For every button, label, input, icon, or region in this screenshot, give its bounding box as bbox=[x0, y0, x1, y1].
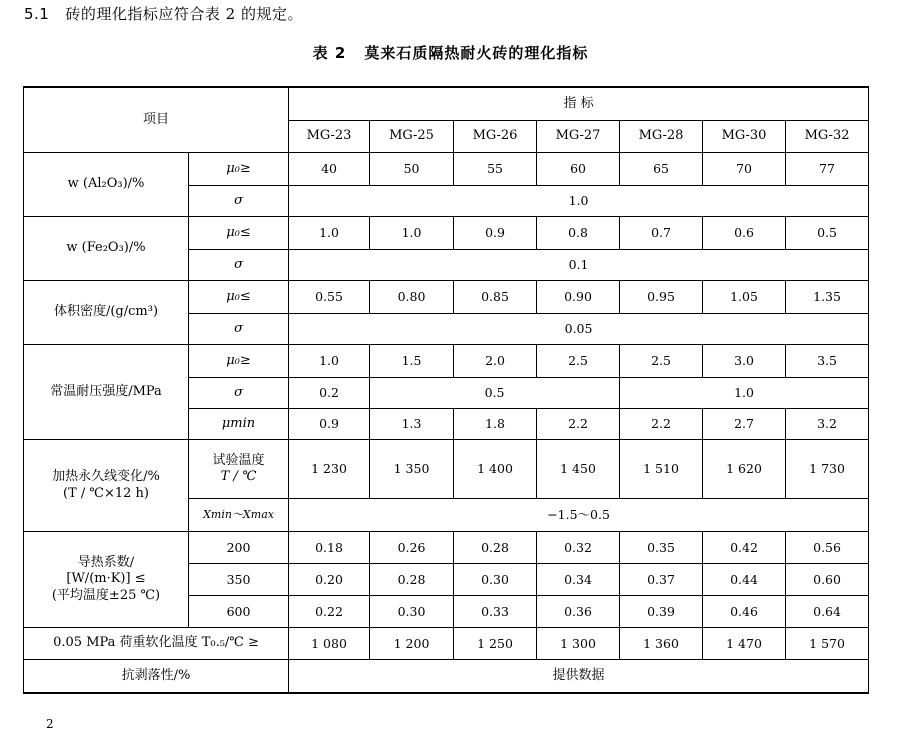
fe2o3-mu-value: 0.5 bbox=[786, 217, 869, 250]
plc-temp-value: 1 400 bbox=[454, 440, 537, 499]
rul-value: 1 200 bbox=[370, 628, 454, 660]
plc-label-line1: 加热永久线变化/% bbox=[52, 469, 160, 485]
density-sigma-value: 0.05 bbox=[289, 314, 869, 345]
rul-value: 1 360 bbox=[620, 628, 703, 660]
thermal-value: 0.56 bbox=[786, 532, 869, 564]
plc-label-line2: (T / ℃×12 h) bbox=[63, 485, 149, 501]
ccs-sigma-value: 1.0 bbox=[620, 378, 869, 409]
fe2o3-sigma-label: σ bbox=[189, 250, 289, 281]
spalling-value: 提供数据 bbox=[289, 660, 869, 694]
density-mu-value: 0.80 bbox=[370, 281, 454, 314]
al2o3-sigma-label: σ bbox=[189, 186, 289, 217]
ccs-mu-value: 2.0 bbox=[454, 345, 537, 378]
thermal-temp: 350 bbox=[189, 564, 289, 596]
ccs-mu-label: μ₀≥ bbox=[189, 345, 289, 378]
fe2o3-mu-value: 1.0 bbox=[289, 217, 370, 250]
table-title-text: 莫来石质隔热耐火砖的理化指标 bbox=[364, 44, 589, 62]
spalling-label: 抗剥落性/% bbox=[24, 660, 289, 694]
thermal-value: 0.20 bbox=[289, 564, 370, 596]
ccs-label: 常温耐压强度/MPa bbox=[24, 345, 189, 440]
ccs-mu-value: 2.5 bbox=[537, 345, 620, 378]
thermal-value: 0.32 bbox=[537, 532, 620, 564]
rul-label: 0.05 MPa 荷重软化温度 T₀.₅/℃ ≥ bbox=[24, 628, 289, 660]
thermal-label-line1: 导热系数/ bbox=[77, 555, 135, 571]
plc-temp-value: 1 620 bbox=[703, 440, 786, 499]
al2o3-label: w (Al₂O₃)/% bbox=[24, 153, 189, 217]
al2o3-mu-value: 65 bbox=[620, 153, 703, 186]
density-mu-label: μ₀≤ bbox=[189, 281, 289, 314]
plc-temp-value: 1 350 bbox=[370, 440, 454, 499]
density-mu-value: 0.90 bbox=[537, 281, 620, 314]
al2o3-sigma-value: 1.0 bbox=[289, 186, 869, 217]
grade-header: MG-28 bbox=[620, 121, 703, 153]
thermal-value: 0.22 bbox=[289, 596, 370, 628]
thermal-value: 0.39 bbox=[620, 596, 703, 628]
ccs-min-value: 2.7 bbox=[703, 409, 786, 440]
grade-header: MG-25 bbox=[370, 121, 454, 153]
plc-temp-label-line1: 试验温度 bbox=[212, 452, 265, 468]
plc-range-label: Xmin～Xmax bbox=[189, 499, 289, 532]
table-number: 表 2 bbox=[312, 44, 347, 62]
plc-temp-value: 1 230 bbox=[289, 440, 370, 499]
thermal-value: 0.34 bbox=[537, 564, 620, 596]
fe2o3-mu-label: μ₀≤ bbox=[189, 217, 289, 250]
rul-value: 1 470 bbox=[703, 628, 786, 660]
thermal-temp: 600 bbox=[189, 596, 289, 628]
al2o3-mu-value: 40 bbox=[289, 153, 370, 186]
thermal-value: 0.30 bbox=[370, 596, 454, 628]
plc-label bbox=[24, 440, 189, 532]
plc-temp-label-line2: T / ℃ bbox=[220, 469, 257, 484]
header-indicator: 指 标 bbox=[289, 87, 869, 121]
fe2o3-mu-value: 0.9 bbox=[454, 217, 537, 250]
thermal-value: 0.42 bbox=[703, 532, 786, 564]
density-mu-value: 0.55 bbox=[289, 281, 370, 314]
ccs-min-value: 1.8 bbox=[454, 409, 537, 440]
plc-temp-label bbox=[189, 440, 289, 499]
density-label: 体积密度/(g/cm³) bbox=[24, 281, 189, 345]
grade-header: MG-23 bbox=[289, 121, 370, 153]
ccs-sigma-label: σ bbox=[189, 378, 289, 409]
density-mu-value: 1.05 bbox=[703, 281, 786, 314]
ccs-mu-value: 3.5 bbox=[786, 345, 869, 378]
thermal-value: 0.64 bbox=[786, 596, 869, 628]
thermal-value: 0.33 bbox=[454, 596, 537, 628]
fe2o3-mu-value: 1.0 bbox=[370, 217, 454, 250]
thermal-value: 0.26 bbox=[370, 532, 454, 564]
clause-number: 5.1 bbox=[24, 5, 50, 23]
plc-temp-value: 1 730 bbox=[786, 440, 869, 499]
fe2o3-mu-value: 0.7 bbox=[620, 217, 703, 250]
al2o3-mu-value: 50 bbox=[370, 153, 454, 186]
grade-header: MG-26 bbox=[454, 121, 537, 153]
fe2o3-mu-value: 0.6 bbox=[703, 217, 786, 250]
rul-value: 1 250 bbox=[454, 628, 537, 660]
thermal-value: 0.37 bbox=[620, 564, 703, 596]
thermal-value: 0.35 bbox=[620, 532, 703, 564]
ccs-min-label: μmin bbox=[189, 409, 289, 440]
density-mu-value: 0.95 bbox=[620, 281, 703, 314]
ccs-sigma-value: 0.2 bbox=[289, 378, 370, 409]
al2o3-mu-value: 70 bbox=[703, 153, 786, 186]
header-item: 项目 bbox=[24, 87, 289, 153]
rul-value: 1 570 bbox=[786, 628, 869, 660]
spec-table bbox=[23, 86, 869, 694]
al2o3-mu-value: 77 bbox=[786, 153, 869, 186]
ccs-min-value: 3.2 bbox=[786, 409, 869, 440]
density-mu-value: 0.85 bbox=[454, 281, 537, 314]
thermal-value: 0.28 bbox=[370, 564, 454, 596]
density-sigma-label: σ bbox=[189, 314, 289, 345]
ccs-mu-value: 2.5 bbox=[620, 345, 703, 378]
al2o3-mu-value: 60 bbox=[537, 153, 620, 186]
page-number: 2 bbox=[46, 717, 54, 731]
fe2o3-mu-value: 0.8 bbox=[537, 217, 620, 250]
plc-range-value: −1.5～0.5 bbox=[289, 499, 869, 532]
ccs-min-value: 1.3 bbox=[370, 409, 454, 440]
rul-value: 1 080 bbox=[289, 628, 370, 660]
al2o3-mu-label: μ₀≥ bbox=[189, 153, 289, 186]
plc-temp-value: 1 510 bbox=[620, 440, 703, 499]
ccs-sigma-value: 0.5 bbox=[370, 378, 620, 409]
thermal-value: 0.44 bbox=[703, 564, 786, 596]
ccs-mu-value: 1.5 bbox=[370, 345, 454, 378]
ccs-min-value: 2.2 bbox=[620, 409, 703, 440]
thermal-label-line3: (平均温度±25 ℃) bbox=[51, 587, 161, 603]
thermal-value: 0.60 bbox=[786, 564, 869, 596]
thermal-value: 0.46 bbox=[703, 596, 786, 628]
table-title bbox=[0, 42, 901, 63]
clause-text: 砖的理化指标应符合表 2 的规定。 bbox=[65, 5, 303, 23]
fe2o3-label: w (Fe₂O₃)/% bbox=[24, 217, 189, 281]
ccs-min-value: 0.9 bbox=[289, 409, 370, 440]
grade-header: MG-27 bbox=[537, 121, 620, 153]
thermal-value: 0.18 bbox=[289, 532, 370, 564]
plc-temp-value: 1 450 bbox=[537, 440, 620, 499]
grade-header: MG-30 bbox=[703, 121, 786, 153]
al2o3-mu-value: 55 bbox=[454, 153, 537, 186]
fe2o3-sigma-value: 0.1 bbox=[289, 250, 869, 281]
thermal-temp: 200 bbox=[189, 532, 289, 564]
clause-5-1 bbox=[24, 3, 303, 24]
thermal-value: 0.36 bbox=[537, 596, 620, 628]
thermal-value: 0.30 bbox=[454, 564, 537, 596]
rul-value: 1 300 bbox=[537, 628, 620, 660]
ccs-min-value: 2.2 bbox=[537, 409, 620, 440]
thermal-label bbox=[24, 532, 189, 628]
density-mu-value: 1.35 bbox=[786, 281, 869, 314]
grade-header: MG-32 bbox=[786, 121, 869, 153]
ccs-mu-value: 1.0 bbox=[289, 345, 370, 378]
thermal-label-line2: [W/(m·K)] ≤ bbox=[66, 571, 146, 587]
thermal-value: 0.28 bbox=[454, 532, 537, 564]
ccs-mu-value: 3.0 bbox=[703, 345, 786, 378]
